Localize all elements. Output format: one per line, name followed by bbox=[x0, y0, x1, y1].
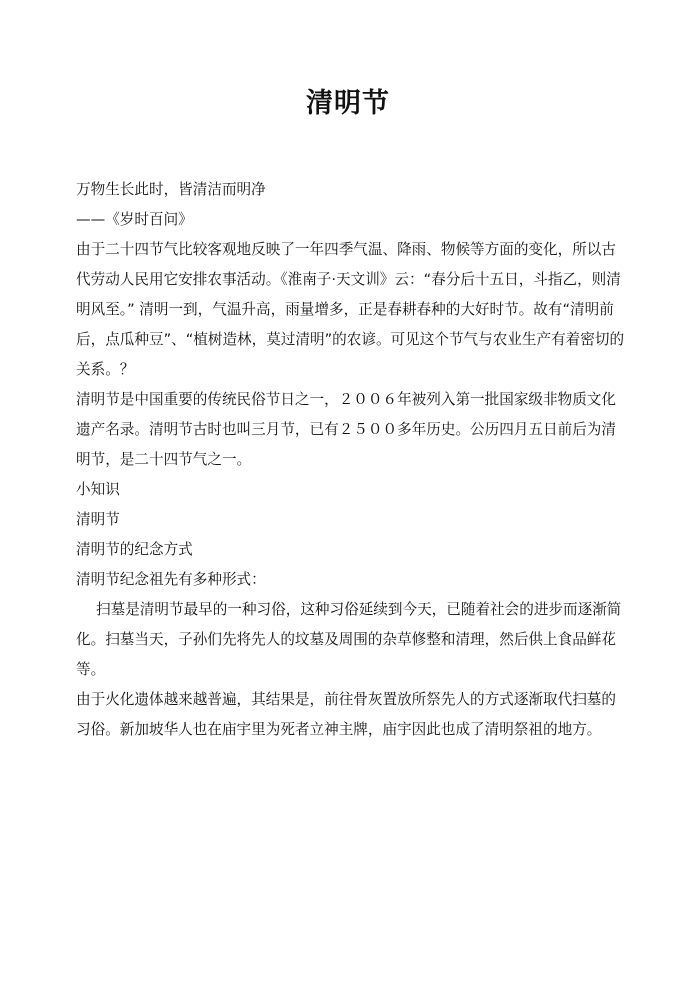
paragraph-solar-terms: 由于二十四节气比较客观地反映了一年四季气温、降雨、物候等方面的变化，所以古代劳动人民用它安排农事活动。《淮南子·天文训》云：“春分后十五日，斗指乙，则清明风至。” 清明一到，气温升高，雨量增多，正是春耕春种的大好时节。故有“清明前后，点瓜种豆”、“植树造林，莫过清明”的农谚。可见这个节气与农业生产有着密切的关系。？ bbox=[76, 241, 625, 378]
quote-line: 万物生长此时，皆清洁而明净 bbox=[76, 181, 266, 198]
paragraph-tomb-sweeping: 扫墓是清明节最早的一种习俗，这种习俗延续到今天，已随着社会的进步而逐渐简化。扫墓当天，子孙们先将先人的坟墓及周围的杂草修整和清理，然后供上食品鲜花等。 bbox=[76, 601, 622, 678]
quote-source: ——《岁时百问》 bbox=[76, 211, 193, 228]
heading-qingming: 清明节 bbox=[76, 511, 120, 528]
paragraph-cremation: 由于火化遗体越来越普遍，其结果是，前往骨灰置放所祭先人的方式逐渐取代扫墓的习俗。新加坡华人也在庙宇里为死者立神主牌，庙宇因此也成了清明祭祖的地方。 bbox=[76, 691, 616, 738]
heading-commemoration-forms: 清明节纪念祖先有多种形式： bbox=[76, 571, 266, 588]
heading-commemoration-ways: 清明节的纪念方式 bbox=[76, 541, 193, 558]
paragraph-festival-intro: 清明节是中国重要的传统民俗节日之一，２００６年被列入第一批国家级非物质文化遗产名录。清明节古时也叫三月节，已有２５００多年历史。公历四月五日前后为清明节，是二十四节气之一。 bbox=[76, 391, 616, 468]
page-title: 清明节 bbox=[306, 88, 390, 119]
document-body bbox=[76, 175, 628, 745]
heading-knowledge: 小知识 bbox=[76, 481, 120, 498]
